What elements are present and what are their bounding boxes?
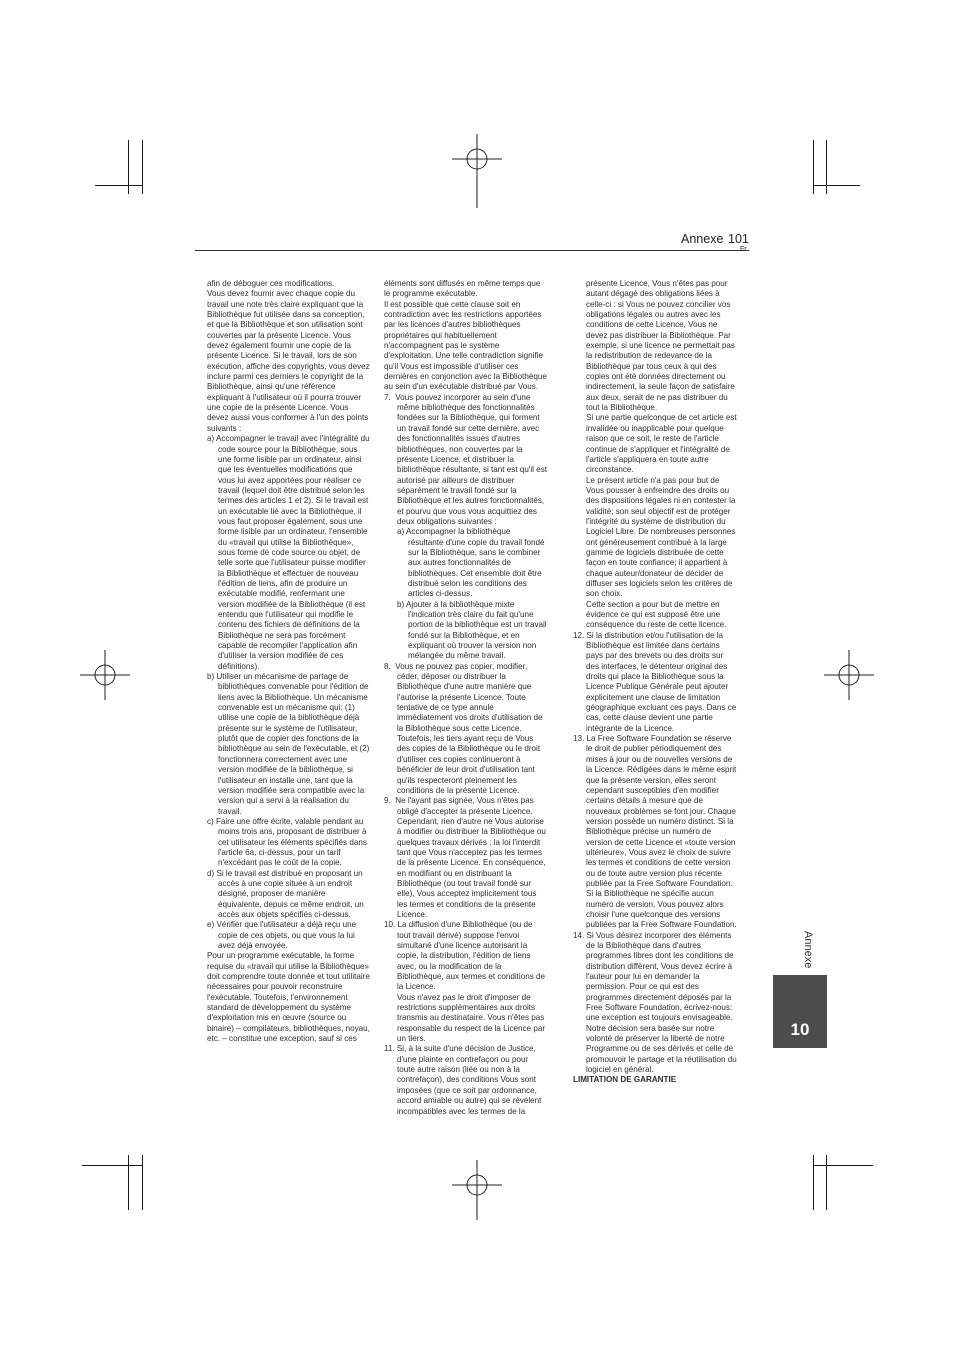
side-tab-label: Annexe	[802, 931, 814, 969]
crop-mark	[826, 1155, 827, 1210]
registration-mark-top	[452, 134, 502, 208]
paragraph: Vous n'avez pas le droit d'imposer de restrictions supplémentaires aux droits transmis au destinataire. Vous n'êtes pas responsable du respect de la Licence par un tiers.	[397, 992, 546, 1044]
paragraph: a) Accompagner le travail avec l'intégralité du code source pour la Bibliothèque, sous une forme lisible par un ordinateur, ainsi que les éventuelles modifications que vous lui avez apportées pour réaliser ce travail (lequel doit être distribué selon les termes des articles 1 et 2). Si le travail est un exécutable lié avec la Bibliothèque, il vous faut proposer également, sous une forme lisible par un ordinateur, l'ensemble du «travail qui utilise la Bibliothèque», sous forme de code source ou objet, de telle sorte que l'utilisateur puisse modifier la Bibliothèque et effectuer de nouveau l'édition de liens, afin de produire un exécutable modifié, renfermant une version modifiée de la Bibliothèque (il est entendu que l'utilisateur qui modifie le contenu des fichiers de définitions de la Bibliothèque ne sera pas forcément capable de recompiler l'application afin d'utiliser la version modifiée de ces définitions).	[207, 434, 370, 671]
page-number: 101	[728, 232, 749, 246]
registration-mark-left	[80, 650, 130, 700]
chapter-number: 10	[790, 1020, 810, 1039]
registration-mark-right	[824, 650, 874, 700]
paragraph: 11. Si, à la suite d'une décision de Justice, d'une plainte en contrefaçon ou pour toute autre raison (liée ou non à la contrefaçon), des conditions Vous sont imposées (que ce soit par ordonnance, accord amiable ou autre) qui se révèlent incompatibles avec les termes de la	[384, 1044, 542, 1116]
language-code: Fr	[740, 246, 747, 253]
text-column-left	[207, 279, 371, 1044]
paragraph: LIMITATION DE GARANTIE	[573, 1075, 677, 1085]
paragraph: Il est possible que cette clause soit en contradiction avec les restrictions apportées par les licences d'autres bibliothèques propriétaires qui habituellement n'accompagnent pas le système d'exploitation. Une telle contradiction signifie qu'il Vous est impossible d'utiliser ces dernières en conjonction avec la Bibliothèque au sein d'un exécutable distribué par Vous.	[384, 299, 547, 392]
paragraph: 12. Si la distribution et/ou l'utilisation de la Bibliothèque est limitée dans certains pays par des brevets ou des droits sur des interfaces, le détenteur original des droits qui place la Bibliothèque sous la Licence Publique Générale peut ajouter explicitement une clause de limitation géographique excluant ces pays. Dans ce cas, cette clause devient une partie intégrante de la Licence.	[573, 630, 737, 733]
paragraph: Cette section a pour but de mettre en évidence ce qui est supposé être une conséquence du reste de cette licence.	[586, 599, 727, 630]
paragraph: 8. Vous ne pouvez pas copier, modifier, céder, déposer ou distribuer la Bibliothèque d'une autre manière que l'autorise la présente Licence. Toute tentative de ce type annule immédiatement vos droits d'utilisation de la Bibliothèque sous cette Licence. Toutefois, les tiers ayant reçu de Vous des copies de la Bibliothèque ou le droit d'utiliser ces copies continueront à bénéficier de leur droit d'utilisation tant qu'ils respecteront pleinement les conditions de la présente Licence.	[384, 661, 543, 795]
crop-mark	[142, 140, 143, 194]
paragraph: 13. La Free Software Foundation se réserve le droit de publier périodiquement des mises à jour ou de nouvelles versions de la Licence. Rédigées dans le même esprit que la présente version, elles seront cependant susceptibles d'en modifier certains détails à mesure que de nouveaux problèmes se font jour. Chaque version possède un numéro distinct. Si la Bibliothèque précise un numéro de version de cette Licence et «toute version ultérieure», Vous avez le choix de suivre les termes et conditions de cette version ou de toute autre version plus récente publiée par la Free Software Foundation. Si la Bibliothèque ne spécifie aucun numéro de version, Vous pouvez alors choisir l'une quelconque des versions publiées par la Free Software Foundation.	[573, 734, 737, 930]
paragraph: Le présent article n'a pas pour but de Vous pousser à enfreindre des droits ou des dispositions légales ni en contester la validité; son seul objectif est de protéger l'intégrité du système de distribution du Logiciel Libre. De nombreuses personnes ont généreusement contribué à la large gamme de logiciels distribuée de cette façon en toute confiance; il appartient à chaque auteur/donateur de décider de diffuser ses logiciels selon les critères de son choix.	[586, 475, 736, 599]
header-section-title: Annexe	[681, 232, 724, 246]
header-rule	[195, 250, 749, 251]
text-column-right	[573, 279, 737, 1086]
crop-mark	[813, 1165, 873, 1166]
paragraph: d) Si le travail est distribué en proposant un accès à une copie située à un endroit désigné, proposer de manière équivalente, depuis ce même endroit, un accès aux objets spécifiés ci-dessus.	[207, 868, 364, 919]
crop-mark	[95, 185, 142, 186]
paragraph: a) Accompagner la bibliothèque résultante d'une copie du travail fondé sur la Bibliothèque, sans le combiner aux autres fonctionnalités de bibliothèques. Cet ensemble doit être distribué selon les conditions des articles ci-dessus.	[397, 527, 545, 599]
paragraph: 14. Si Vous désirez incorporer des éléments de la Bibliothèque dans d'autres programmes libres dont les conditions de distribution diffèrent, Vous devez écrire à l'auteur pour lui en demander la permission. Pour ce qui est des programmes directement déposés par la Free Software Foundation, écrivez-nous: une exception est toujours envisageable. Notre décision sera basée sur notre volonté de préserver la liberté de notre Programme ou de ses dérivés et celle de promouvoir le partage et la réutilisation du logiciel en général.	[573, 930, 737, 1075]
text-column-middle	[384, 279, 548, 1117]
crop-mark	[813, 1155, 814, 1210]
paragraph: 10. La diffusion d'une Bibliothèque (ou de tout travail dérivé) suppose l'envoi simultané d'une licence autorisant la copie, la distribution, l'édition de liens avec, ou la modification de la Bibliothèque, aux termes et conditions de la Licence.	[384, 920, 546, 992]
crop-mark	[813, 185, 860, 186]
paragraph: éléments sont diffusés en même temps que le programme exécutable.	[384, 279, 541, 299]
paragraph: 9. Ne l'ayant pas signée, Vous n'êtes pas obligé d'accepter la présente Licence. Cependant, rien d'autre ne Vous autorise à modifier ou distribuer la Bibliothèque ou quelques travaux dérivés : la loi l'interdit tant que Vous n'acceptez pas les termes de la présente Licence. En conséquence, en modifiant ou en distribuant la Bibliothèque (ou tout travail fondé sur elle), Vous acceptez implicitement tous les termes et conditions de la présente Licence.	[384, 796, 546, 919]
crop-mark	[128, 1155, 129, 1210]
paragraph: b) Utiliser un mécanisme de partage de bibliothèques convenable pour l'édition de liens avec la Bibliothèque. Un mécanisme convenable est un mécanisme qui: (1) utilise une copie de la bibliothèque déjà présente sur le système de l'utilisateur, plutôt que de copier des fonctions de la bibliothèque au sein de l'exécutable, et (2) fonctionnera correctement avec une version modifiée de la bibliothèque, si l'utilisateur en installe une, tant que la version modifiée sera compatible avec la version qui a servi à la réalisation du travail.	[207, 672, 370, 816]
paragraph: présente Licence, Vous n'êtes pas pour autant dégagé des obligations liées à celle-ci : si Vous ne pouvez concilier vos obligations légales ou autres avec les conditions de cette Licence, Vous ne devez pas distribuer la Bibliothèque. Par exemple, si une licence ne permettait pas la redistribution de redevance de la Bibliothèque par tous ceux à qui des copies ont été données directement ou indirectement, la seule façon de satisfaire aux deux, serait de ne pas distribuer du tout la Bibliothèque.	[586, 279, 735, 413]
paragraph: 7. Vous pouvez incorporer au sein d'une même bibliothèque des fonctionnalités fondées sur la Bibliothèque, qui forment un travail fondé sur cette dernière, avec des fonctionnalités issues d'autres bibliothèques, non couvertes par la présente Licence, et distribuer la bibliothèque résultante, si tant est qu'il est autorisé par ailleurs de distribuer séparément le travail fondé sur la Bibliothèque et les autres fonctionnalités, et pourvu que vous vous acquittiez des deux obligations suivantes :	[384, 392, 548, 526]
crop-mark	[142, 1155, 143, 1210]
paragraph: Si une partie quelconque de cet article est invalidée ou inapplicable pour quelque raison que ce soit, le reste de l'article continue de s'appliquer et l'intégralité de l'article s'appliquera en toute autre circonstance.	[586, 413, 737, 475]
paragraph: afin de déboguer ces modifications.	[207, 279, 335, 288]
registration-mark-bottom	[452, 1160, 502, 1220]
paragraph: b) Ajouter à la bibliothèque mixte l'indication très claire du fait qu'une portion de la bibliothèque est un travail fondé sur la Bibliothèque, et en expliquant où trouver la version non mélangée du même travail.	[397, 599, 547, 661]
paragraph: Vous devez fournir avec chaque copie du travail une note très claire expliquant que la Bibliothèque fut utilisée dans sa conception, et que la Bibliothèque et son utilisation sont couvertes par la présente Licence. Vous devez également fournir une copie de la présente Licence. Si le travail, lors de son exécution, affiche des copyrights, vous devez inclure parmi ces derniers le copyright de la Bibliothèque, ainsi qu'une référence expliquant à l'utilisateur où il pourra trouver une copie de la présente Licence. Vous devez aussi vous conformer à l'un des points suivants :	[207, 289, 370, 433]
paragraph: e) Vérifier que l'utilisateur a déjà reçu une copie de ces objets, ou que vous la lui avez déjà envoyée.	[207, 920, 357, 950]
paragraph: Pour un programme exécutable, la forme requise du «travail qui utilise la Bibliothèque» doit comprendre toute donnée et tout utilitaire nécessaires pour pouvoir reconstruire l'exécutable. Toutefois, l'environnement standard de développement du système d'exploitation mis en œuvre (source ou binaire) – compilateurs, bibliothèques, noyau, etc. – constitue une exception, sauf si ces	[207, 951, 370, 1044]
crop-mark	[82, 1165, 142, 1166]
paragraph: c) Faire une offre écrite, valable pendant au moins trois ans, proposant de distribuer à cet utilisateur les éléments spécifiés dans l'article 6a, ci-dessus, pour un tarif n'excédant pas le coût de la copie.	[207, 816, 367, 868]
crop-mark	[128, 140, 129, 194]
